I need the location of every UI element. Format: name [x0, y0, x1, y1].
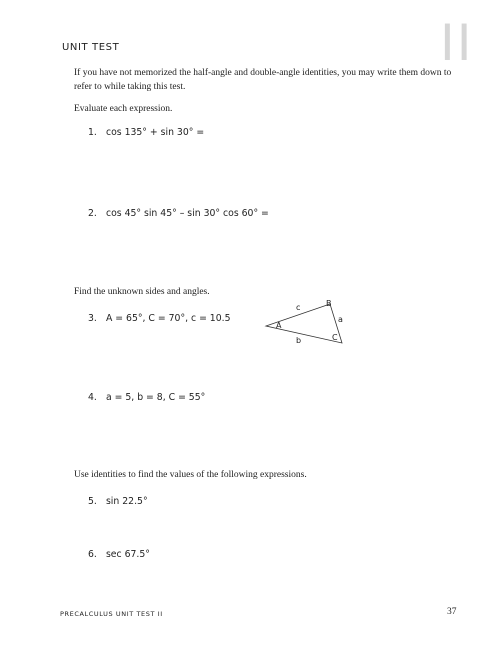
- problem-number: 1.: [88, 127, 97, 138]
- vertex-label-a: A: [276, 321, 282, 330]
- section-find-unknown-heading: Find the unknown sides and angles.: [74, 287, 210, 297]
- problem-text: a = 5, b = 8, C = 55°: [105, 392, 206, 403]
- side-label-c: c: [296, 303, 301, 312]
- side-label-a: a: [338, 315, 343, 324]
- problem-number: 5.: [88, 496, 97, 507]
- triangle-diagram: [262, 298, 352, 348]
- footer-course-title: PRECALCULUS UNIT TEST II: [60, 610, 163, 618]
- problem-number: 6.: [88, 549, 97, 560]
- section-identities-heading: Use identities to find the values of the following expressions.: [74, 470, 307, 480]
- problem-number: 3.: [88, 313, 97, 324]
- problem-4: [88, 392, 205, 403]
- problem-number: 2.: [88, 208, 97, 219]
- problem-1: [88, 127, 204, 138]
- side-label-b: b: [296, 336, 302, 345]
- vertex-label-b: B: [326, 299, 332, 308]
- page-number: 37: [447, 607, 457, 617]
- problem-5: [88, 496, 148, 507]
- problem-text: cos 45° sin 45° – sin 30° cos 60° =: [105, 208, 269, 219]
- problem-text: sin 22.5°: [105, 496, 148, 507]
- problem-number: 4.: [88, 392, 97, 403]
- problem-text: A = 65°, C = 70°, c = 10.5: [105, 313, 231, 324]
- problem-3: [88, 313, 231, 324]
- vertex-label-c: C: [332, 333, 338, 342]
- problem-6: [88, 549, 150, 560]
- unit-test-label: UNIT TEST: [62, 42, 120, 53]
- problem-2: [88, 208, 269, 219]
- problem-text: sec 67.5°: [105, 549, 150, 560]
- test-instructions: If you have not memorized the half-angle and double-angle identities, you may write them down to refer to while taking this test.: [74, 68, 452, 92]
- unit-number-watermark: II: [440, 14, 474, 72]
- problem-text: cos 135° + sin 30° =: [105, 127, 205, 138]
- section-evaluate-heading: Evaluate each expression.: [74, 104, 173, 114]
